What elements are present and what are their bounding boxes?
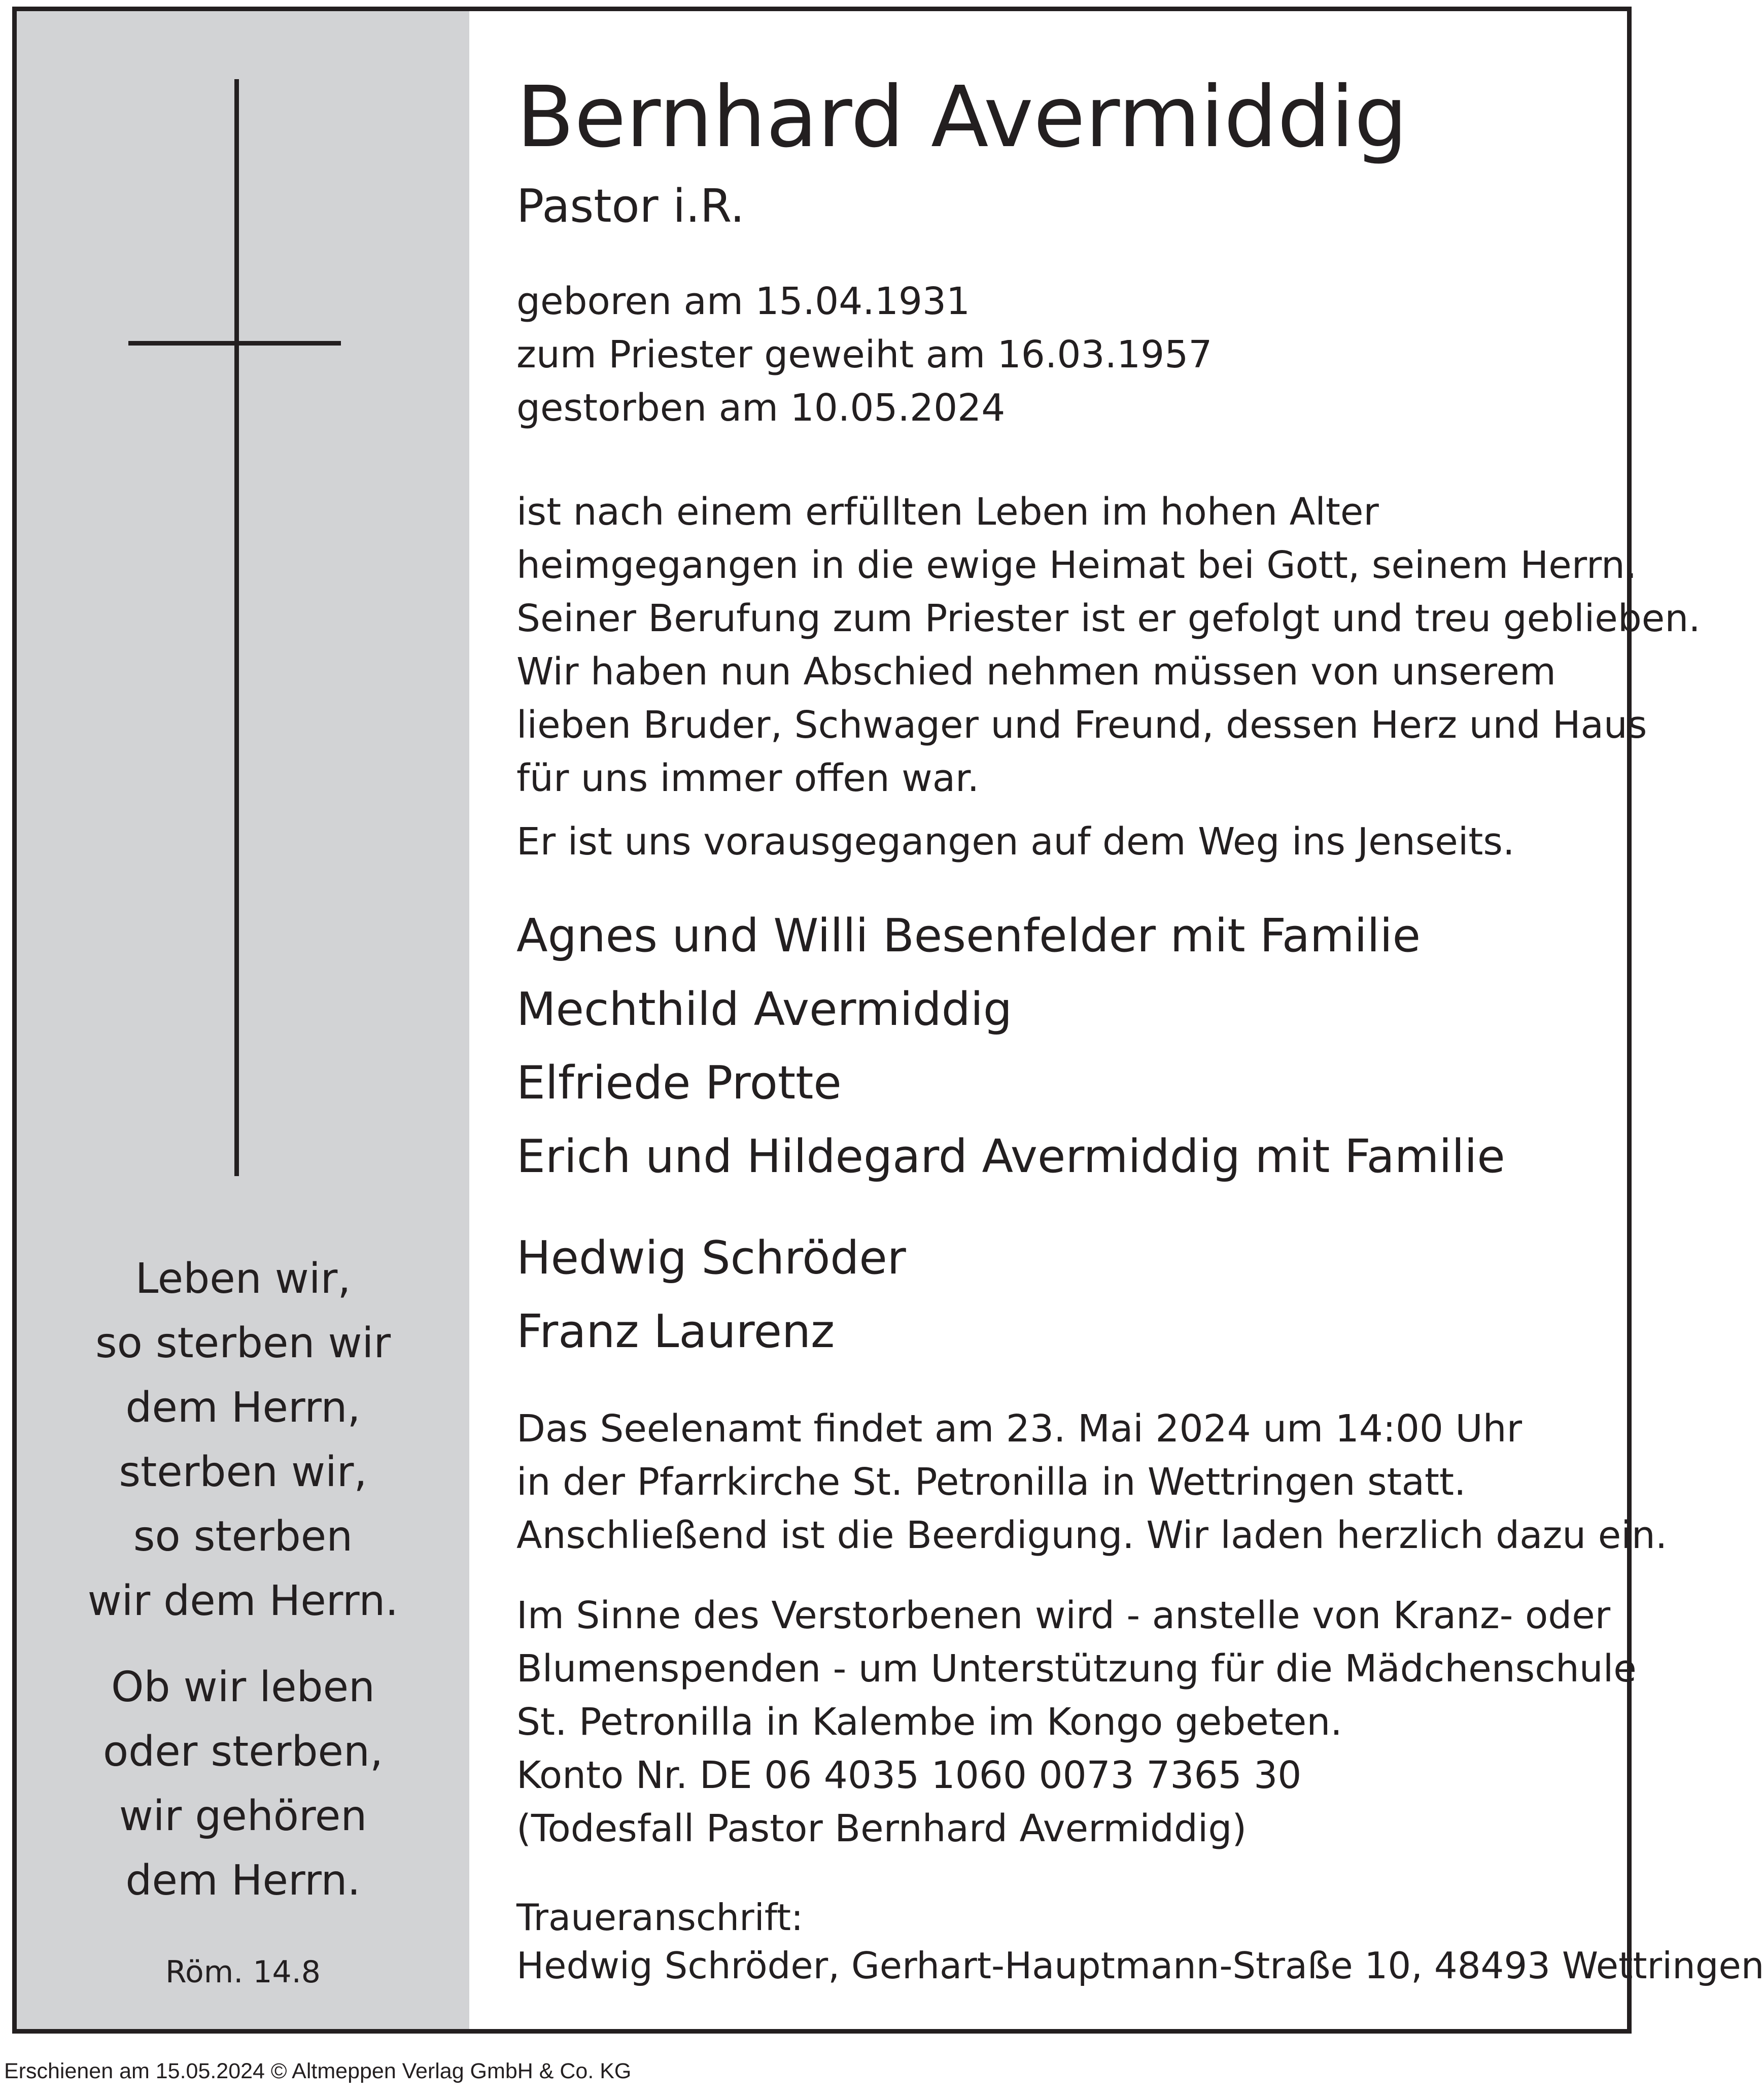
mourner-name: Erich und Hildegard Avermiddig mit Familie [516, 1130, 1505, 1183]
date-line: gestorben am 10.05.2024 [516, 386, 1006, 430]
verse-line: wir dem Herrn. [87, 1577, 399, 1625]
life-dates [516, 275, 1212, 435]
deceased-name: Bernhard Avermiddig [516, 68, 1408, 166]
verse-line: Ob wir leben [111, 1663, 375, 1711]
mourner-name: Elfriede Protte [516, 1056, 842, 1110]
text-line: Anschließend ist die Beerdigung. Wir laden herzlich dazu ein. [516, 1514, 1668, 1557]
mourning-address [516, 1894, 1764, 1990]
bible-verse-part-1 [17, 1247, 469, 1633]
verse-line: oder sterben, [102, 1728, 384, 1776]
deceased-title: Pastor i.R. [516, 180, 745, 233]
verse-reference: Röm. 14.8 [165, 1954, 321, 1990]
mourners-other-list [516, 1221, 906, 1368]
mourner-name: Franz Laurenz [516, 1305, 835, 1358]
address-value: Hedwig Schröder, Gerhart-Hauptmann-Straße 10, 48493 Wettringen [516, 1944, 1764, 1987]
address-label: Traueranschrift: [516, 1896, 804, 1939]
verse-line: dem Herrn, [125, 1384, 361, 1432]
donation-info [516, 1589, 1637, 1855]
text-line: lieben Bruder, Schwager und Freund, dessen Herz und Haus [516, 703, 1647, 747]
bank-account: Konto Nr. DE 06 4035 1060 0073 7365 30 [516, 1754, 1302, 1797]
closing-statement [516, 815, 1514, 869]
verse-line: Leben wir, [135, 1255, 351, 1303]
mourner-name: Hedwig Schröder [516, 1231, 906, 1285]
text-line: für uns immer offen war. [516, 757, 980, 800]
date-line: geboren am 15.04.1931 [516, 280, 971, 323]
text-line: Blumenspenden - um Unterstützung für die Mädchenschule [516, 1647, 1637, 1691]
mourner-name: Agnes und Willi Besenfelder mit Familie [516, 909, 1421, 962]
text-line: heimgegangen in die ewige Heimat bei Gott, seinem Herrn. [516, 543, 1637, 587]
mourners-family-list [516, 899, 1505, 1193]
cross-icon [234, 79, 239, 1176]
text-line: St. Petronilla in Kalembe im Kongo gebeten. [516, 1700, 1342, 1744]
text-line: Im Sinne des Verstorbenen wird - anstelle von Kranz- oder [516, 1594, 1611, 1637]
verse-line: sterben wir, [119, 1448, 367, 1496]
cross-icon-crossbar [128, 341, 341, 346]
mourner-name: Mechthild Avermiddig [516, 983, 1013, 1036]
obituary-text [516, 486, 1701, 805]
verse-line: so sterben wir [95, 1319, 391, 1367]
text-line: Seiner Berufung zum Priester ist er gefolgt und treu geblieben. [516, 597, 1701, 640]
text-line: Das Seelenamt findet am 23. Mai 2024 um 14:00 Uhr [516, 1407, 1522, 1451]
text-line: Wir haben nun Abschied nehmen müssen von unserem [516, 650, 1556, 694]
verse-line: wir gehören [119, 1792, 367, 1840]
text-line: (Todesfall Pastor Bernhard Avermiddig) [516, 1807, 1247, 1850]
verse-line: dem Herrn. [125, 1857, 361, 1905]
bible-verse-part-2 [17, 1655, 469, 1913]
text-line: ist nach einem erfüllten Leben im hohen Alter [516, 490, 1379, 534]
text-line: in der Pfarrkirche St. Petronilla in Wettringen statt. [516, 1460, 1466, 1504]
date-line: zum Priester geweiht am 16.03.1957 [516, 333, 1213, 376]
verse-line: so sterben [133, 1512, 353, 1561]
obituary-notice [12, 7, 1764, 2034]
sidebar-panel [17, 11, 469, 2029]
publication-footer: Erschienen am 15.05.2024 © Altmeppen Verlag GmbH & Co. KG [4, 2059, 632, 2083]
funeral-service-info [516, 1402, 1667, 1562]
text-line: Er ist uns vorausgegangen auf dem Weg ins Jenseits. [516, 820, 1515, 864]
